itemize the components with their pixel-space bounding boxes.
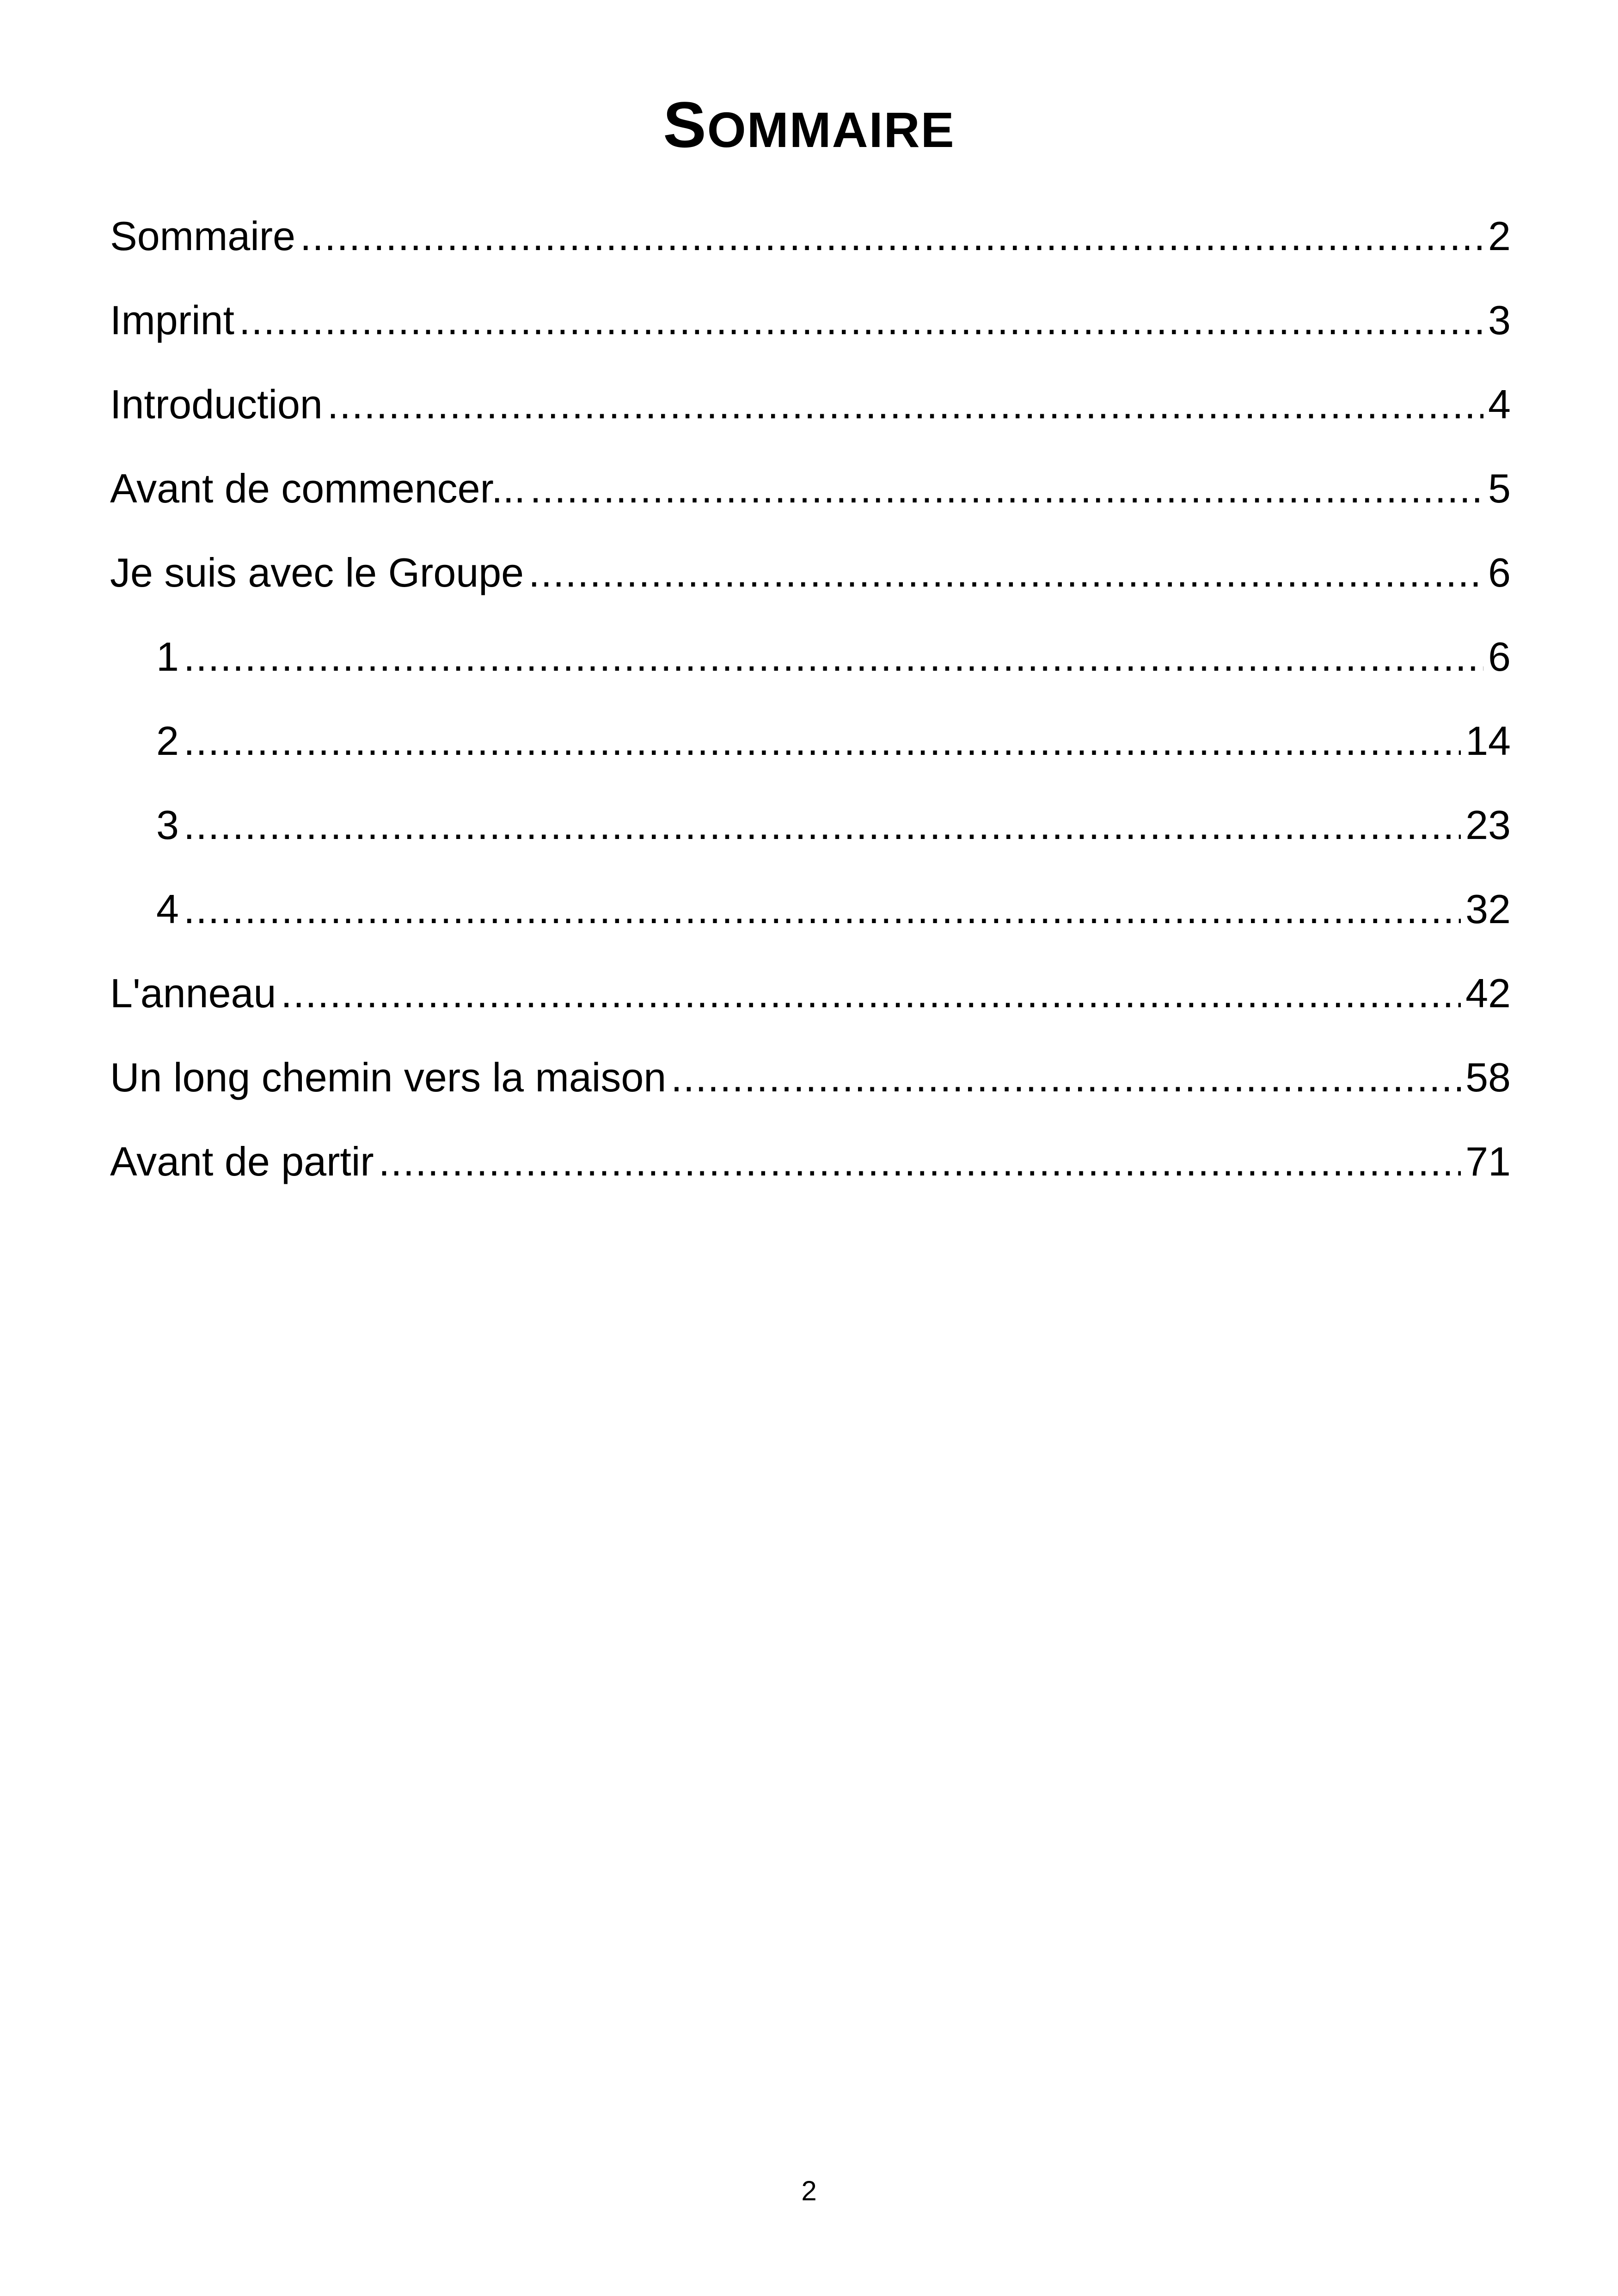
toc-entry-page: 5 [1488,465,1511,511]
toc-dot-leader [327,362,1483,447]
toc-entry[interactable] [110,867,1511,951]
toc-entry[interactable] [110,194,1511,278]
toc-entry[interactable] [110,699,1511,783]
toc-entry-page: 6 [1488,550,1511,595]
toc-dot-leader [184,699,1461,783]
page-title [0,86,1618,169]
toc-entry[interactable] [110,951,1511,1035]
toc-entry-label: Introduction [110,381,323,427]
toc-entry-page: 6 [1488,634,1511,680]
toc-entry-page: 23 [1465,802,1511,848]
table-of-contents [110,194,1511,1204]
toc-entry[interactable] [110,278,1511,362]
toc-dot-leader [528,531,1483,615]
page-number: 2 [801,2175,817,2206]
toc-entry-page: 2 [1488,213,1511,259]
page-title-text: SOMMAIRE [663,88,955,161]
toc-dot-leader [671,1035,1461,1120]
toc-entry-label: Avant de partir [110,1139,374,1184]
toc-entry[interactable] [110,447,1511,531]
toc-entry-label: Sommaire [110,213,295,259]
toc-entry-label: Avant de commencer... [110,465,526,511]
toc-dot-leader [239,278,1483,362]
toc-dot-leader [184,783,1461,867]
toc-entry-label: 4 [156,886,179,932]
toc-entry-page: 58 [1465,1054,1511,1100]
toc-entry-label: 1 [156,634,179,680]
toc-dot-leader [184,615,1483,699]
toc-entry[interactable] [110,783,1511,867]
toc-entry-label: Je suis avec le Groupe [110,550,524,595]
toc-entry[interactable] [110,615,1511,699]
toc-entry-label: 3 [156,802,179,848]
toc-entry-label: L'anneau [110,970,276,1016]
toc-entry[interactable] [110,1120,1511,1204]
toc-dot-leader [530,447,1483,531]
toc-entry-page: 32 [1465,886,1511,932]
toc-entry-label: 2 [156,718,179,764]
toc-dot-leader [379,1120,1461,1204]
toc-entry-label: Imprint [110,297,234,343]
toc-entry-label: Un long chemin vers la maison [110,1054,667,1100]
toc-dot-leader [281,951,1461,1035]
toc-entry[interactable] [110,1035,1511,1120]
toc-dot-leader [184,867,1461,951]
toc-entry[interactable] [110,362,1511,447]
toc-entry-page: 4 [1488,381,1511,427]
toc-entry-page: 42 [1465,970,1511,1016]
toc-entry-page: 14 [1465,718,1511,764]
toc-entry[interactable] [110,531,1511,615]
toc-entry-page: 3 [1488,297,1511,343]
toc-entry-page: 71 [1465,1139,1511,1184]
toc-dot-leader [300,194,1483,278]
